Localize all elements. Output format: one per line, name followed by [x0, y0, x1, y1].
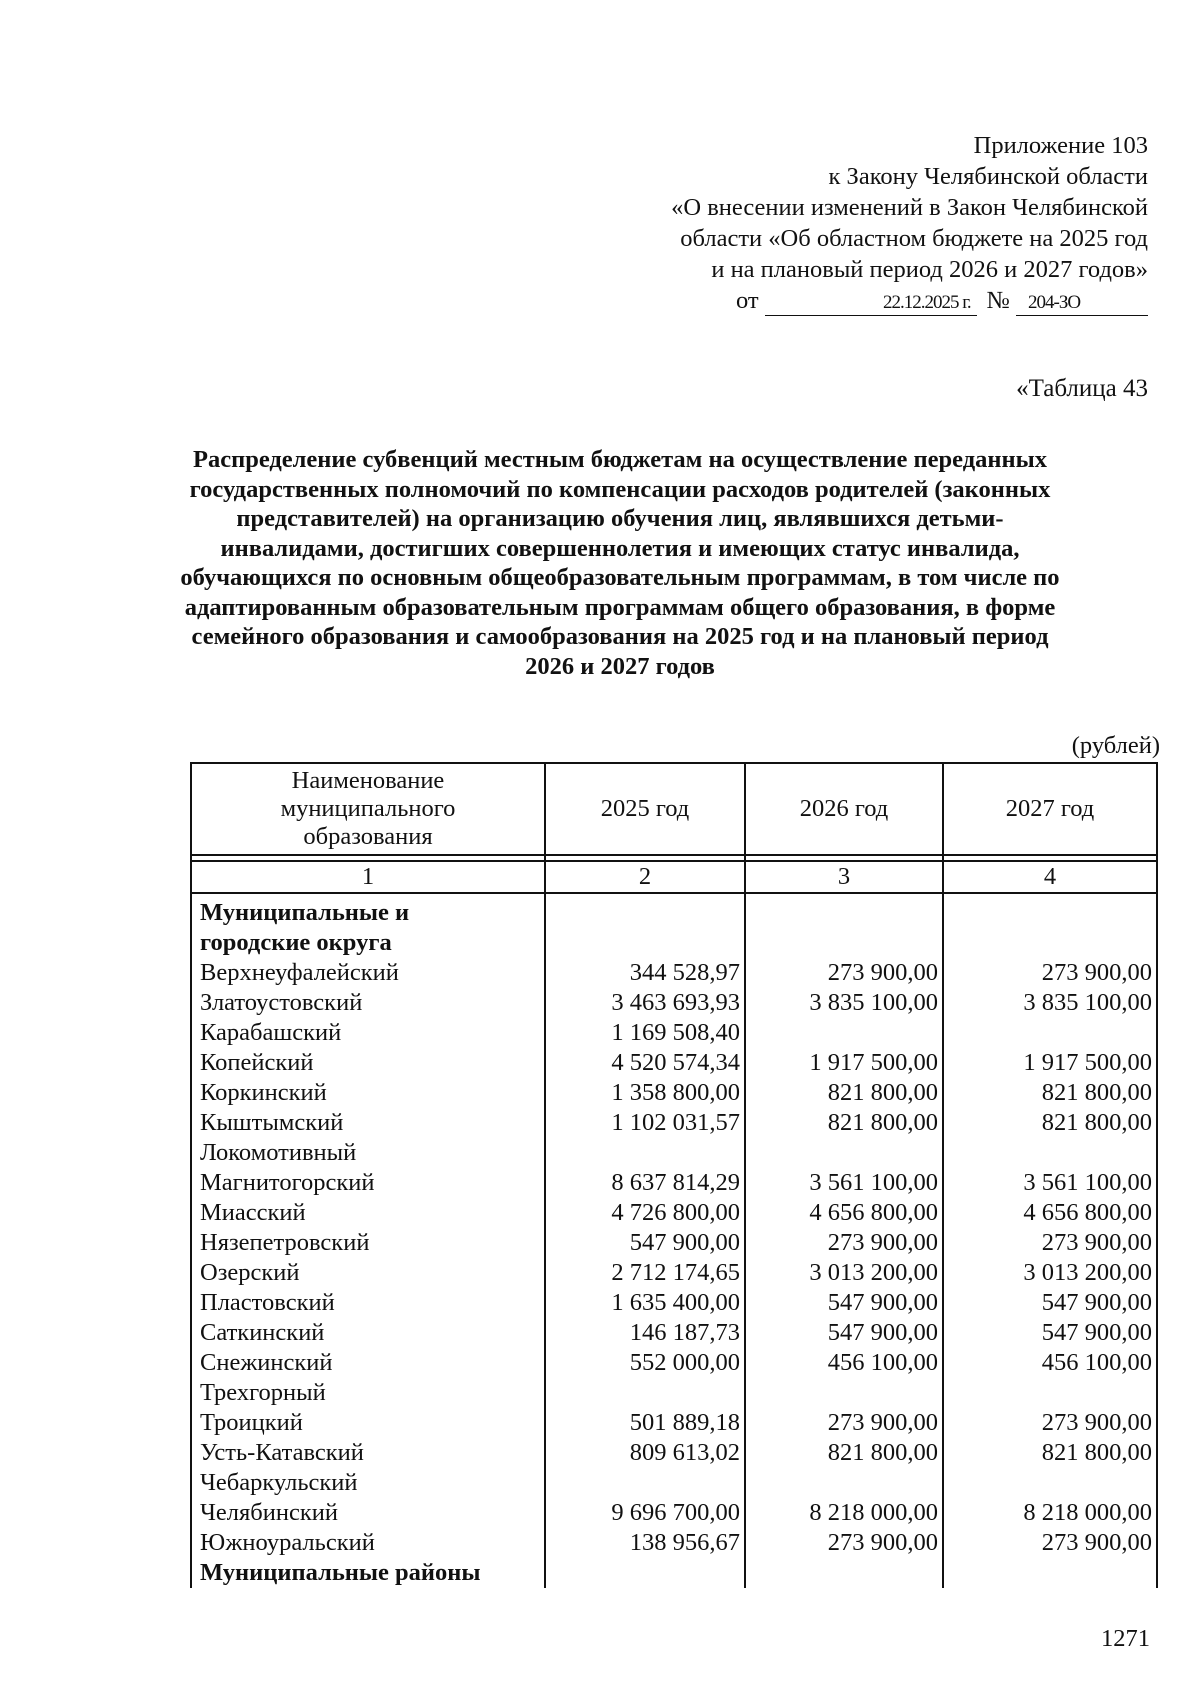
appendix-line: «О внесении изменений в Закон Челябинской: [671, 194, 1148, 221]
value-2027: 1 917 500,00: [943, 1048, 1157, 1078]
column-number-row: [191, 861, 1157, 893]
table-row: [191, 1138, 1157, 1168]
section-row: [191, 928, 1157, 958]
municipality-name: Трехгорный: [191, 1378, 545, 1408]
title-line: Распределение субвенций местным бюджетам на осуществление переданных: [193, 446, 1047, 473]
column-number: 3: [745, 861, 943, 893]
value-2027: 821 800,00: [943, 1108, 1157, 1138]
table-row: [191, 1228, 1157, 1258]
municipality-name: Челябинский: [191, 1498, 545, 1528]
table-row: [191, 1378, 1157, 1408]
table-row: [191, 1348, 1157, 1378]
value-2025: 146 187,73: [545, 1318, 745, 1348]
municipality-name: Верхнеуфалейский: [191, 958, 545, 988]
value-2027: 273 900,00: [943, 1408, 1157, 1438]
table-row: [191, 1528, 1157, 1558]
table-row: [191, 1048, 1157, 1078]
column-number: 4: [943, 861, 1157, 893]
value-2025: [545, 1378, 745, 1408]
value-2026: 4 656 800,00: [745, 1198, 943, 1228]
appendix-line: к Закону Челябинской области: [828, 163, 1148, 190]
page-number: 1271: [1101, 1625, 1150, 1652]
title-line: адаптированным образовательным программам общего образования, в форме: [184, 593, 1056, 621]
appendix-line: области «Об областном бюджете на 2025 год: [680, 225, 1148, 252]
value-2027: 8 218 000,00: [943, 1498, 1157, 1528]
value-2027: 3 835 100,00: [943, 988, 1157, 1018]
table-label: «Таблица 43: [1016, 375, 1148, 402]
value-2026: [745, 1378, 943, 1408]
value-2026: 273 900,00: [745, 1528, 943, 1558]
value-2025: 2 712 174,65: [545, 1258, 745, 1288]
header-name-line: образования: [303, 823, 433, 850]
table-row: [191, 1468, 1157, 1498]
municipality-name: Снежинский: [191, 1348, 545, 1378]
value-2026: 821 800,00: [745, 1438, 943, 1468]
title-line: семейного образования и самообразования на 2025 год и на плановый период: [191, 623, 1049, 650]
table-row: [191, 988, 1157, 1018]
value-2027: 456 100,00: [943, 1348, 1157, 1378]
appendix-header: [548, 130, 1148, 316]
value-2026: 821 800,00: [745, 1078, 943, 1108]
table-row: [191, 1288, 1157, 1318]
table-row: [191, 1318, 1157, 1348]
value-2026: [745, 1018, 943, 1048]
value-2027: [943, 1378, 1157, 1408]
value-2026: 273 900,00: [745, 1408, 943, 1438]
value-2025: 4 726 800,00: [545, 1198, 745, 1228]
municipality-name: Озерский: [191, 1258, 545, 1288]
municipality-name: Нязепетровский: [191, 1228, 545, 1258]
value-2025: 1 102 031,57: [545, 1108, 745, 1138]
value-2026: [745, 1138, 943, 1168]
value-2026: 3 835 100,00: [745, 988, 943, 1018]
section-row: [191, 898, 1157, 928]
section-title: Муниципальные и: [191, 898, 545, 928]
distribution-table: [190, 762, 1158, 1588]
value-2027: 3 561 100,00: [943, 1168, 1157, 1198]
value-2026: 456 100,00: [745, 1348, 943, 1378]
table-row: [191, 1108, 1157, 1138]
title-line: представителей) на организацию обучения лиц, являвшихся детьми-: [236, 505, 1004, 532]
value-2027: [943, 1018, 1157, 1048]
municipality-name: Локомотивный: [191, 1138, 545, 1168]
value-2026: 1 917 500,00: [745, 1048, 943, 1078]
value-2027: 273 900,00: [943, 1228, 1157, 1258]
table-row: [191, 1078, 1157, 1108]
value-2025: 1 635 400,00: [545, 1288, 745, 1318]
header-2027: 2027 год: [943, 763, 1157, 855]
value-2026: 821 800,00: [745, 1108, 943, 1138]
value-2026: 273 900,00: [745, 1228, 943, 1258]
value-2025: 344 528,97: [545, 958, 745, 988]
table-row: [191, 1018, 1157, 1048]
date-field: 22.12.2025 г.: [765, 291, 977, 316]
municipality-name: Чебаркульский: [191, 1468, 545, 1498]
value-2025: 8 637 814,29: [545, 1168, 745, 1198]
municipality-name: Кыштымский: [191, 1108, 545, 1138]
value-2025: 3 463 693,93: [545, 988, 745, 1018]
value-2026: 3 013 200,00: [745, 1258, 943, 1288]
header-name-line: муниципального: [280, 795, 456, 822]
value-2025: 552 000,00: [545, 1348, 745, 1378]
value-2026: 547 900,00: [745, 1288, 943, 1318]
table-row: [191, 1258, 1157, 1288]
value-2025: 1 169 508,40: [545, 1018, 745, 1048]
value-2025: 4 520 574,34: [545, 1048, 745, 1078]
header-2025: 2025 год: [545, 763, 745, 855]
number-prefix: №: [986, 287, 1010, 314]
municipality-name: Миасский: [191, 1198, 545, 1228]
value-2025: [545, 1138, 745, 1168]
title-line: обучающихся по основным общеобразовательным программам, в том числе по: [180, 564, 1060, 591]
value-2025: 501 889,18: [545, 1408, 745, 1438]
appendix-line: и на плановый период 2026 и 2027 годов»: [711, 256, 1148, 283]
value-2027: 4 656 800,00: [943, 1198, 1157, 1228]
table-row: [191, 1438, 1157, 1468]
section-title: Муниципальные районы: [191, 1558, 545, 1588]
municipality-name: Карабашский: [191, 1018, 545, 1048]
column-number: 2: [545, 861, 745, 893]
table-row: [191, 1198, 1157, 1228]
table-row: [191, 1408, 1157, 1438]
municipality-name: Усть-Катавский: [191, 1438, 545, 1468]
value-2025: 809 613,02: [545, 1438, 745, 1468]
section-title: городские округа: [191, 928, 545, 958]
value-2027: 273 900,00: [943, 958, 1157, 988]
header-name-line: Наименование: [291, 767, 445, 794]
header-row: [191, 763, 1157, 855]
signature-row: [548, 285, 1148, 316]
date-prefix: от: [735, 287, 759, 314]
municipality-name: Пластовский: [191, 1288, 545, 1318]
document-title: [170, 445, 1070, 681]
appendix-line: Приложение 103: [973, 132, 1148, 159]
value-2025: 138 956,67: [545, 1528, 745, 1558]
municipality-name: Магнитогорский: [191, 1168, 545, 1198]
value-2027: 547 900,00: [943, 1288, 1157, 1318]
value-2027: 547 900,00: [943, 1318, 1157, 1348]
title-line: 2026 и 2027 годов: [525, 652, 715, 680]
value-2026: 8 218 000,00: [745, 1498, 943, 1528]
column-number: 1: [191, 861, 545, 893]
municipality-name: Златоустовский: [191, 988, 545, 1018]
value-2026: 547 900,00: [745, 1318, 943, 1348]
value-2025: 547 900,00: [545, 1228, 745, 1258]
municipality-name: Копейский: [191, 1048, 545, 1078]
units-label: (рублей): [1071, 732, 1160, 759]
municipality-name: Троицкий: [191, 1408, 545, 1438]
table-row: [191, 958, 1157, 988]
value-2027: 821 800,00: [943, 1078, 1157, 1108]
value-2027: [943, 1138, 1157, 1168]
value-2027: 273 900,00: [943, 1528, 1157, 1558]
section-row: [191, 1558, 1157, 1588]
value-2027: [943, 1468, 1157, 1498]
value-2025: [545, 1468, 745, 1498]
value-2027: 821 800,00: [943, 1438, 1157, 1468]
value-2026: 3 561 100,00: [745, 1168, 943, 1198]
number-field: 204-ЗО: [1016, 291, 1148, 316]
value-2026: [745, 1468, 943, 1498]
municipality-name: Саткинский: [191, 1318, 545, 1348]
value-2025: 9 696 700,00: [545, 1498, 745, 1528]
municipality-name: Южноуральский: [191, 1528, 545, 1558]
header-2026: 2026 год: [745, 763, 943, 855]
header-name: [191, 763, 545, 855]
title-line: инвалидами, достигших совершеннолетия и имеющих статус инвалида,: [220, 534, 1020, 562]
title-line: государственных полномочий по компенсации расходов родителей (законных: [189, 475, 1051, 503]
value-2027: 3 013 200,00: [943, 1258, 1157, 1288]
table-row: [191, 1498, 1157, 1528]
table-row: [191, 1168, 1157, 1198]
municipality-name: Коркинский: [191, 1078, 545, 1108]
value-2026: 273 900,00: [745, 958, 943, 988]
value-2025: 1 358 800,00: [545, 1078, 745, 1108]
